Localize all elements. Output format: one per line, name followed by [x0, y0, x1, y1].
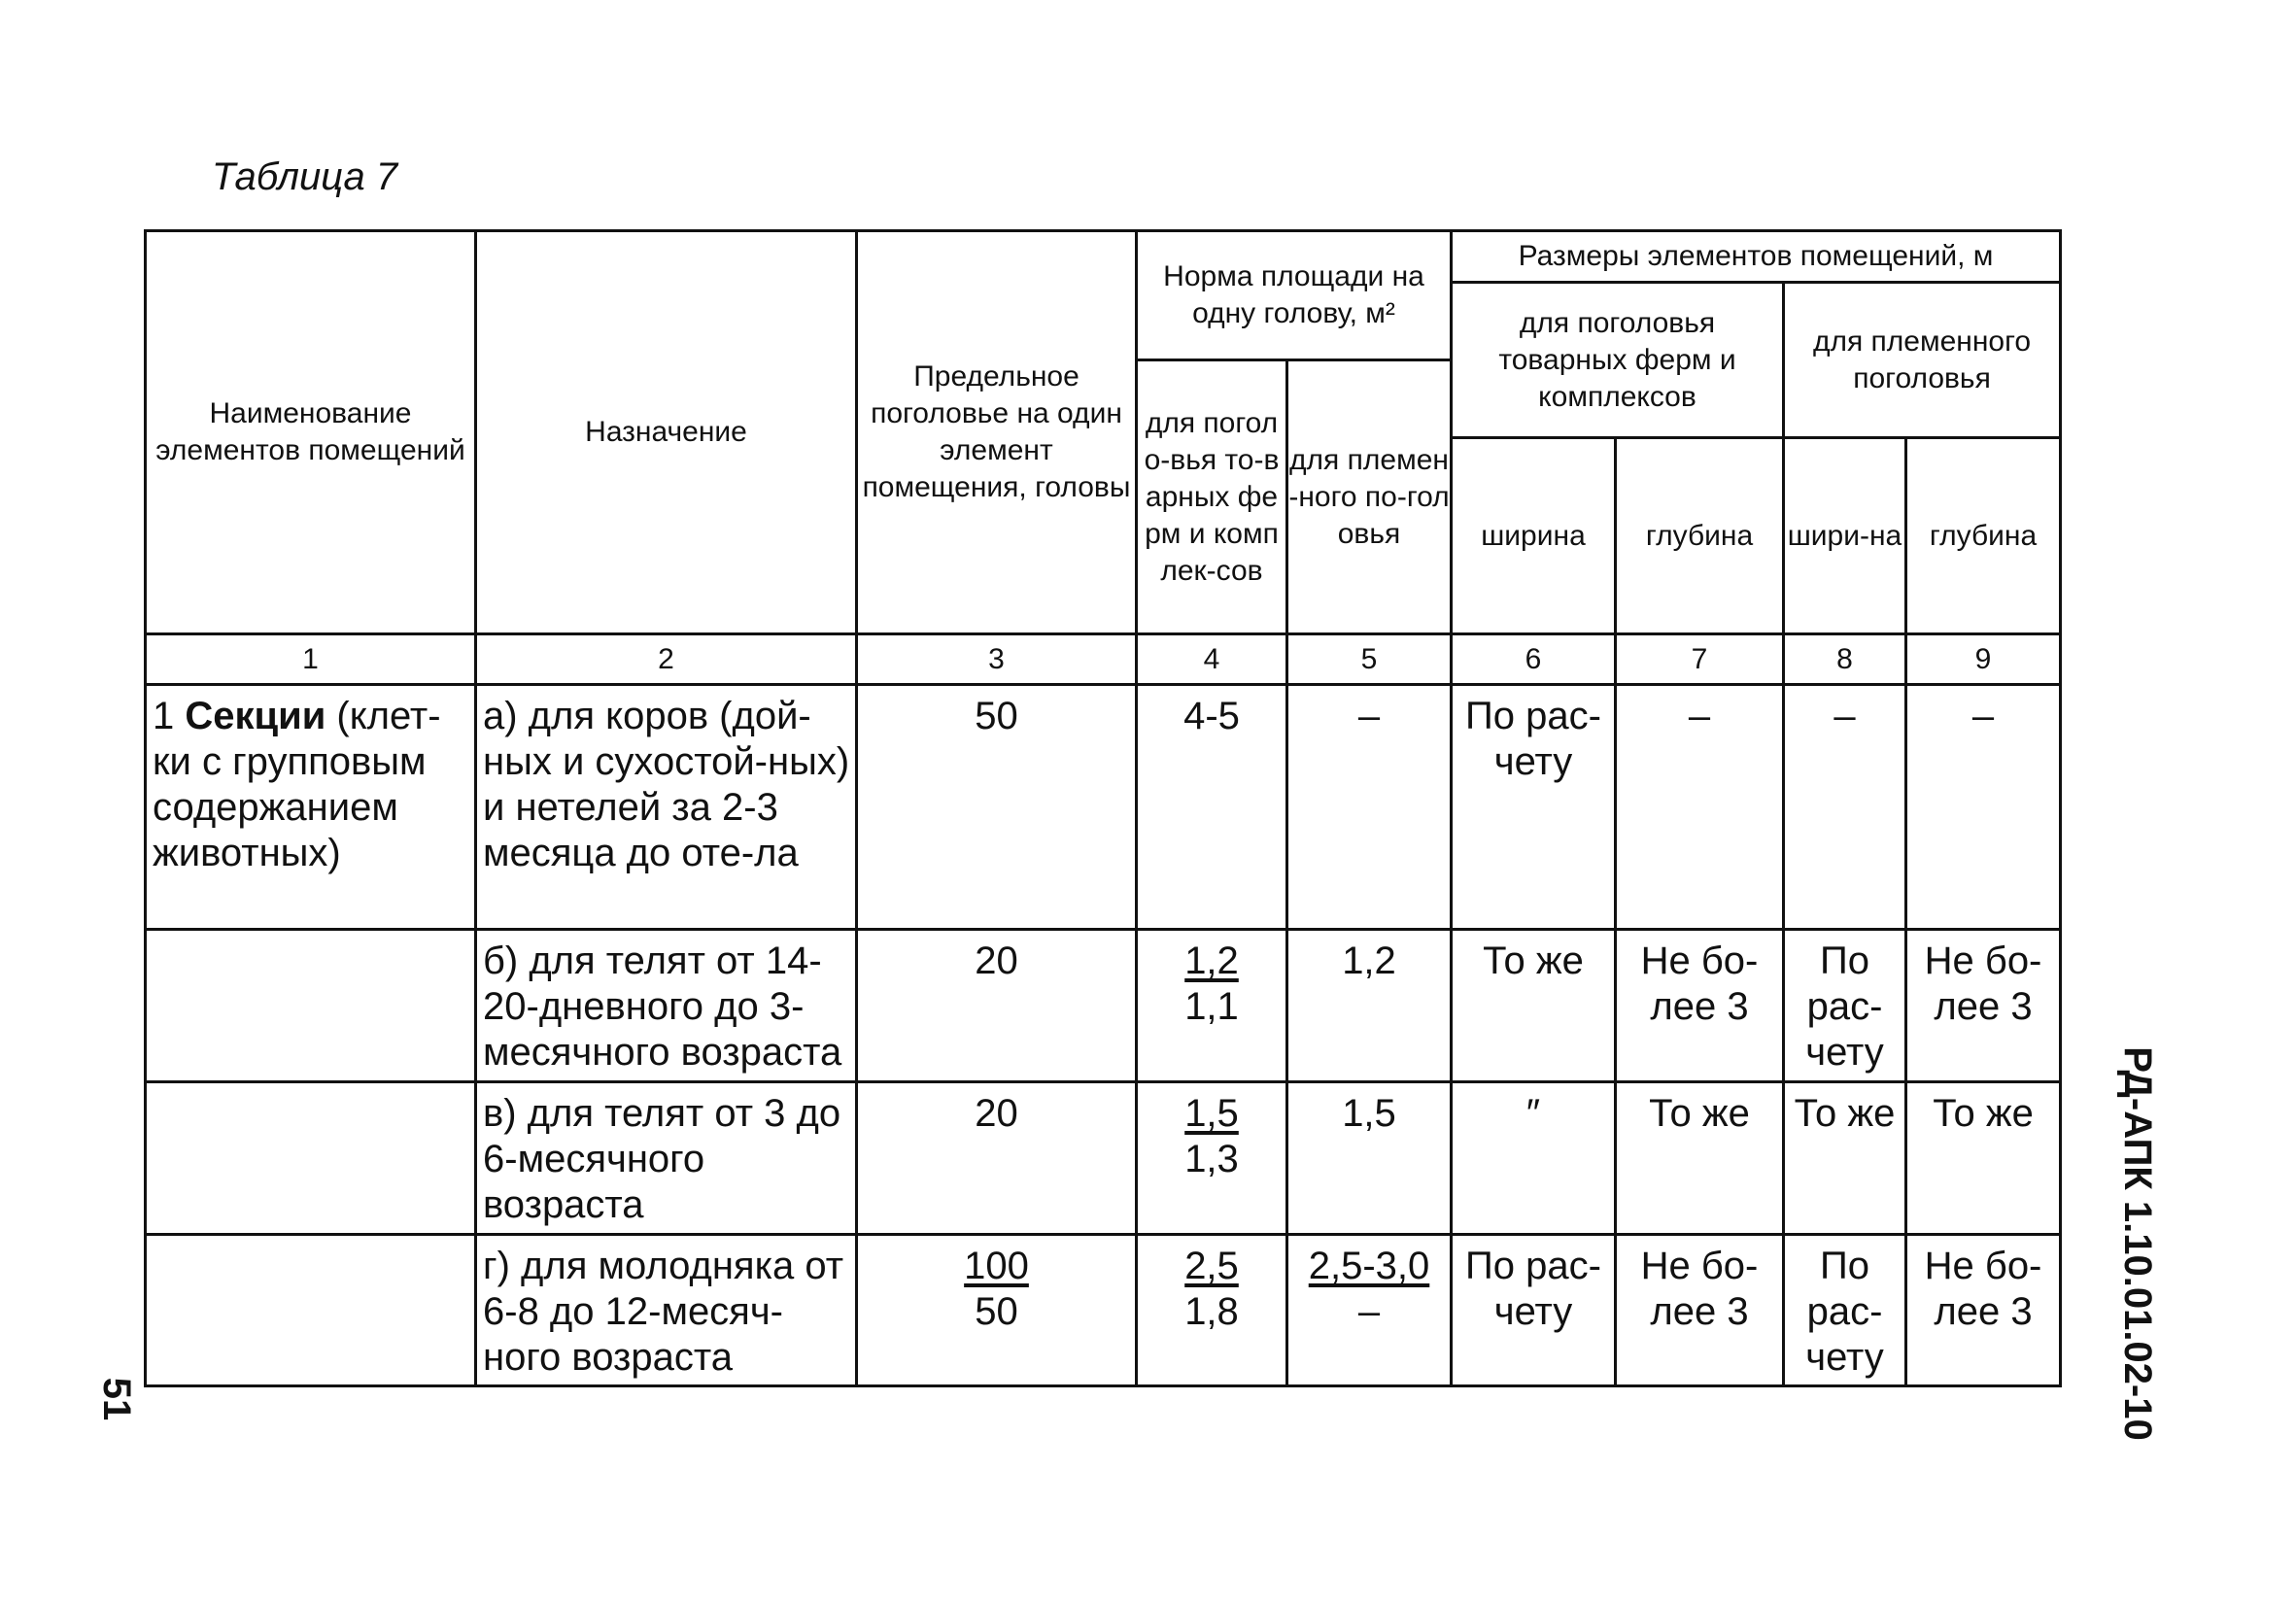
- header-col9: глубина: [1906, 438, 2061, 634]
- row-limit: $\frac{100}{50}$: [857, 1235, 1137, 1386]
- table-row: [146, 930, 2061, 1082]
- header-sub-commercial: для поголовья товарных ферм и комплексов: [1452, 283, 1784, 438]
- document-code: РД-АПК 1.10.01.02-10: [2116, 1046, 2159, 1441]
- row-c-depth: То же: [1616, 1082, 1784, 1235]
- table-row: [146, 685, 2061, 930]
- header-area-group: Норма площади на одну голову, м²: [1137, 231, 1452, 360]
- row-limit: 50: [857, 685, 1137, 930]
- row-area-breeding: –: [1287, 685, 1452, 930]
- table-row: [146, 1082, 2061, 1235]
- row-b-depth: То же: [1906, 1082, 2061, 1235]
- column-number: 4: [1137, 634, 1287, 685]
- column-number: 1: [146, 634, 476, 685]
- row-c-depth: Не бо-лее 3: [1616, 1235, 1784, 1386]
- row-area-commercial: 4-5: [1137, 685, 1287, 930]
- row-b-depth: –: [1906, 685, 2061, 930]
- header-col7: глубина: [1616, 438, 1784, 634]
- row-c-depth: –: [1616, 685, 1784, 930]
- row-c-width: То же: [1452, 930, 1616, 1082]
- header-col3: Предельное поголовье на один элемент помещения, головы: [857, 231, 1137, 634]
- header-sub-breeding: для племенного поголовья: [1784, 283, 2061, 438]
- row-name-empty: [146, 1235, 476, 1386]
- row-area-breeding: 1,5: [1287, 1082, 1452, 1235]
- row-area-commercial: $\frac{1,2}{1,1}$: [1137, 930, 1287, 1082]
- row-b-depth: Не бо-леe 3: [1906, 1235, 2061, 1386]
- column-number: 7: [1616, 634, 1784, 685]
- row-b-width: По рас-чету: [1784, 1235, 1906, 1386]
- row-b-width: –: [1784, 685, 1906, 930]
- column-number: 6: [1452, 634, 1616, 685]
- row-b-width: То же: [1784, 1082, 1906, 1235]
- header-col6: ширина: [1452, 438, 1616, 634]
- row-area-breeding: $\frac{2,5-3,0}{-}$: [1287, 1235, 1452, 1386]
- column-number: 2: [476, 634, 857, 685]
- header-col4: для поголо-вья то-варных ферм и комплек-сов: [1137, 360, 1287, 634]
- row-purpose: в) для телят от 3 до 6-месячного возраста: [476, 1082, 857, 1235]
- row-limit: 20: [857, 1082, 1137, 1235]
- row-area-commercial: $\frac{2,5}{1,8}$: [1137, 1235, 1287, 1386]
- column-number: 8: [1784, 634, 1906, 685]
- row-c-depth: Не бо-лее 3: [1616, 930, 1784, 1082]
- row-b-depth: Не бо-лее 3: [1906, 930, 2061, 1082]
- row-c-width: По рас-чету: [1452, 685, 1616, 930]
- row-area-commercial: $\frac{1,5}{1,3}$: [1137, 1082, 1287, 1235]
- table-caption: Таблица 7: [212, 155, 398, 198]
- header-col1: Наименование элементов помещений: [146, 231, 476, 634]
- header-col5: для племен-ного по-головья: [1287, 360, 1452, 634]
- column-number: 5: [1287, 634, 1452, 685]
- column-number: 9: [1906, 634, 2061, 685]
- header-sizes-group: Размеры элементов помещений, м: [1452, 231, 2061, 283]
- row-area-breeding: 1,2: [1287, 930, 1452, 1082]
- header-col2: Назначение: [476, 231, 857, 634]
- table-row: [146, 1235, 2061, 1386]
- row-purpose: г) для молодняка от 6-8 до 12-месяч-ного возраста: [476, 1235, 857, 1386]
- row-c-width: ″: [1452, 1082, 1616, 1235]
- row-limit: 20: [857, 930, 1137, 1082]
- row-c-width: По рас-чету: [1452, 1235, 1616, 1386]
- data-table: [144, 229, 2062, 1387]
- row-name-bold: Секции: [185, 695, 326, 737]
- header-col8: шири-на: [1784, 438, 1906, 634]
- row-name-empty: [146, 1082, 476, 1235]
- row-purpose: а) для коров (дой-ных и сухостой-ных) и нетелей за 2-3 месяца до оте-ла: [476, 685, 857, 930]
- column-number: 3: [857, 634, 1137, 685]
- row-name: 1 Секции (клет-ки с групповым содержанием животных): [146, 685, 476, 930]
- row-name-empty: [146, 930, 476, 1082]
- row-b-width: По рас-чету: [1784, 930, 1906, 1082]
- row-purpose: б) для телят от 14-20-дневного до 3-месячного возраста: [476, 930, 857, 1082]
- page-number: 51: [95, 1377, 138, 1421]
